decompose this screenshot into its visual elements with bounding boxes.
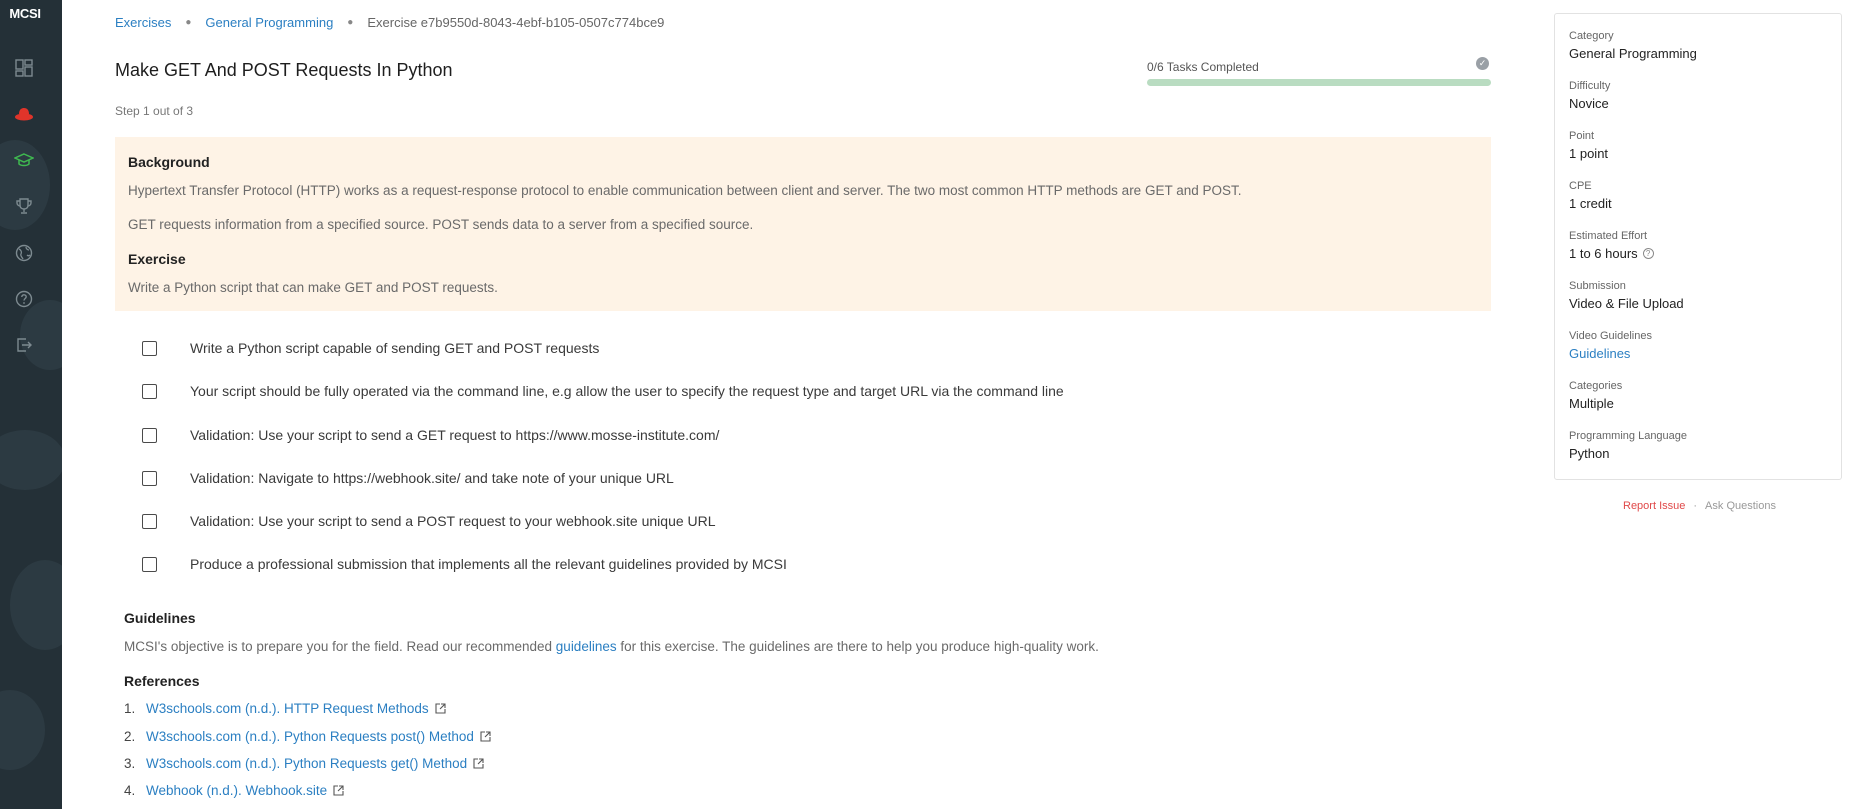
reference-number: 4. <box>124 783 136 798</box>
guidelines-text-before: MCSI's objective is to prepare you for the field. Read our recommended <box>124 639 556 654</box>
reference-item <box>124 783 344 798</box>
info-field-value: Python <box>1569 446 1610 461</box>
guidelines-heading: Guidelines <box>124 610 196 626</box>
info-field <box>1569 180 1612 211</box>
reference-item <box>124 729 491 744</box>
task-item[interactable] <box>142 340 599 356</box>
progress-fill <box>1147 79 1491 86</box>
info-field-value: 1 point <box>1569 146 1609 161</box>
redhat-icon[interactable] <box>12 102 36 126</box>
info-field-value-wrap <box>1569 246 1654 261</box>
breadcrumb <box>115 15 664 30</box>
task-label: Validation: Use your script to send a POST request to your webhook.site unique URL <box>190 513 716 529</box>
task-item[interactable] <box>142 513 716 529</box>
info-field-label: Estimated Effort <box>1569 230 1648 242</box>
info-field <box>1569 330 1652 361</box>
background-panel <box>115 137 1491 311</box>
graduation-cap-icon[interactable] <box>12 148 36 172</box>
info-field-label: CPE <box>1569 180 1592 192</box>
reference-link[interactable]: Webhook (n.d.). Webhook.site <box>146 783 328 798</box>
report-issue-link[interactable]: Report Issue <box>1623 500 1686 512</box>
reference-item <box>124 756 484 771</box>
info-field <box>1569 380 1622 411</box>
info-field <box>1569 280 1684 311</box>
external-link-icon[interactable] <box>480 731 491 742</box>
task-label: Produce a professional submission that implements all the relevant guidelines provided by MCSI <box>190 556 787 572</box>
link-separator: · <box>1693 500 1698 512</box>
info-field <box>1569 130 1608 161</box>
trophy-icon[interactable] <box>12 194 36 218</box>
task-item[interactable] <box>142 383 1064 399</box>
task-checkbox[interactable] <box>142 341 157 356</box>
background-heading: Background <box>128 154 210 170</box>
info-field-label: Programming Language <box>1569 430 1688 442</box>
mcsi-logo[interactable]: MCSI <box>9 6 41 21</box>
breadcrumb-separator: ● <box>347 17 354 28</box>
ask-questions-link[interactable]: Ask Questions <box>1705 500 1776 512</box>
info-field-label: Difficulty <box>1569 80 1611 92</box>
guidelines-text-after: for this exercise. The guidelines are there to help you produce high-quality work. <box>616 639 1099 654</box>
task-checkbox[interactable] <box>142 514 157 529</box>
external-link-icon[interactable] <box>333 785 344 796</box>
info-field <box>1569 30 1697 61</box>
task-label: Write a Python script capable of sending GET and POST requests <box>190 340 600 356</box>
reference-number: 1. <box>124 701 136 716</box>
info-field-value: Novice <box>1569 96 1609 111</box>
guidelines-link[interactable]: guidelines <box>555 639 617 654</box>
task-item[interactable] <box>142 427 719 443</box>
info-field-label: Submission <box>1569 280 1626 292</box>
breadcrumb-general-programming[interactable]: General Programming <box>205 15 334 30</box>
reference-number: 2. <box>124 729 136 744</box>
info-field-value: General Programming <box>1569 46 1697 61</box>
task-checkbox[interactable] <box>142 428 157 443</box>
info-field-label: Categories <box>1569 380 1623 392</box>
reference-number: 3. <box>124 756 136 771</box>
breadcrumb-separator: ● <box>185 17 192 28</box>
info-field <box>1569 230 1654 261</box>
question-circle-icon[interactable]: ? <box>1643 248 1654 259</box>
background-paragraph-2: GET requests information from a specified source. POST sends data to a server from a specified source. <box>128 217 754 232</box>
info-field-label: Point <box>1569 130 1595 142</box>
info-field <box>1569 80 1610 111</box>
help-icon[interactable] <box>12 287 36 311</box>
guidelines-text <box>124 639 1099 654</box>
exercise-text: Write a Python script that can make GET and POST requests. <box>128 280 498 295</box>
logout-icon[interactable] <box>12 333 36 357</box>
panel-links <box>1623 500 1776 512</box>
info-field-label: Video Guidelines <box>1569 330 1652 342</box>
breadcrumb-current: Exercise e7b9550d-8043-4ebf-b105-0507c774bce9 <box>367 15 665 30</box>
references-heading: References <box>124 673 200 689</box>
dashboard-icon[interactable] <box>12 56 36 80</box>
external-link-icon[interactable] <box>435 703 446 714</box>
task-checkbox[interactable] <box>142 471 157 486</box>
check-circle-icon: ✓ <box>1476 57 1489 70</box>
progress-bar <box>1147 79 1491 86</box>
info-field-value: 1 to 6 hours <box>1569 246 1638 261</box>
sidebar <box>0 0 62 809</box>
task-checkbox[interactable] <box>142 384 157 399</box>
task-item[interactable] <box>142 470 674 486</box>
video-guidelines-link[interactable]: Guidelines <box>1569 346 1631 361</box>
reference-item <box>124 701 446 716</box>
info-field-value: Video & File Upload <box>1569 296 1684 311</box>
info-field-label: Category <box>1569 30 1614 42</box>
exercise-heading: Exercise <box>128 251 186 267</box>
info-field-value: 1 credit <box>1569 196 1612 211</box>
task-label: Validation: Navigate to https://webhook.site/ and take note of your unique URL <box>190 470 674 486</box>
background-paragraph-1: Hypertext Transfer Protocol (HTTP) works as a request-response protocol to enable communication between client and server. The two most common HTTP methods are GET and POST. <box>128 183 1242 198</box>
task-item[interactable] <box>142 556 787 572</box>
info-field-value: Multiple <box>1569 396 1614 411</box>
breadcrumb-exercises[interactable]: Exercises <box>115 15 172 30</box>
reference-link[interactable]: W3schools.com (n.d.). HTTP Request Methods <box>146 701 429 716</box>
reference-link[interactable]: W3schools.com (n.d.). Python Requests post() Method <box>146 729 474 744</box>
task-label: Validation: Use your script to send a GET request to https://www.mosse-institute.com/ <box>190 427 720 443</box>
globe-icon[interactable] <box>12 241 36 265</box>
page-title: Make GET And POST Requests In Python <box>115 60 453 80</box>
progress-label: 0/6 Tasks Completed <box>1147 60 1259 74</box>
external-link-icon[interactable] <box>473 758 484 769</box>
task-label: Your script should be fully operated via the command line, e.g allow the user to specify the request type and target URL via the command line <box>190 383 1064 399</box>
step-indicator: Step 1 out of 3 <box>115 104 194 118</box>
task-checkbox[interactable] <box>142 557 157 572</box>
info-field <box>1569 430 1687 461</box>
exercise-info-panel <box>1554 13 1842 480</box>
reference-link[interactable]: W3schools.com (n.d.). Python Requests get() Method <box>146 756 468 771</box>
